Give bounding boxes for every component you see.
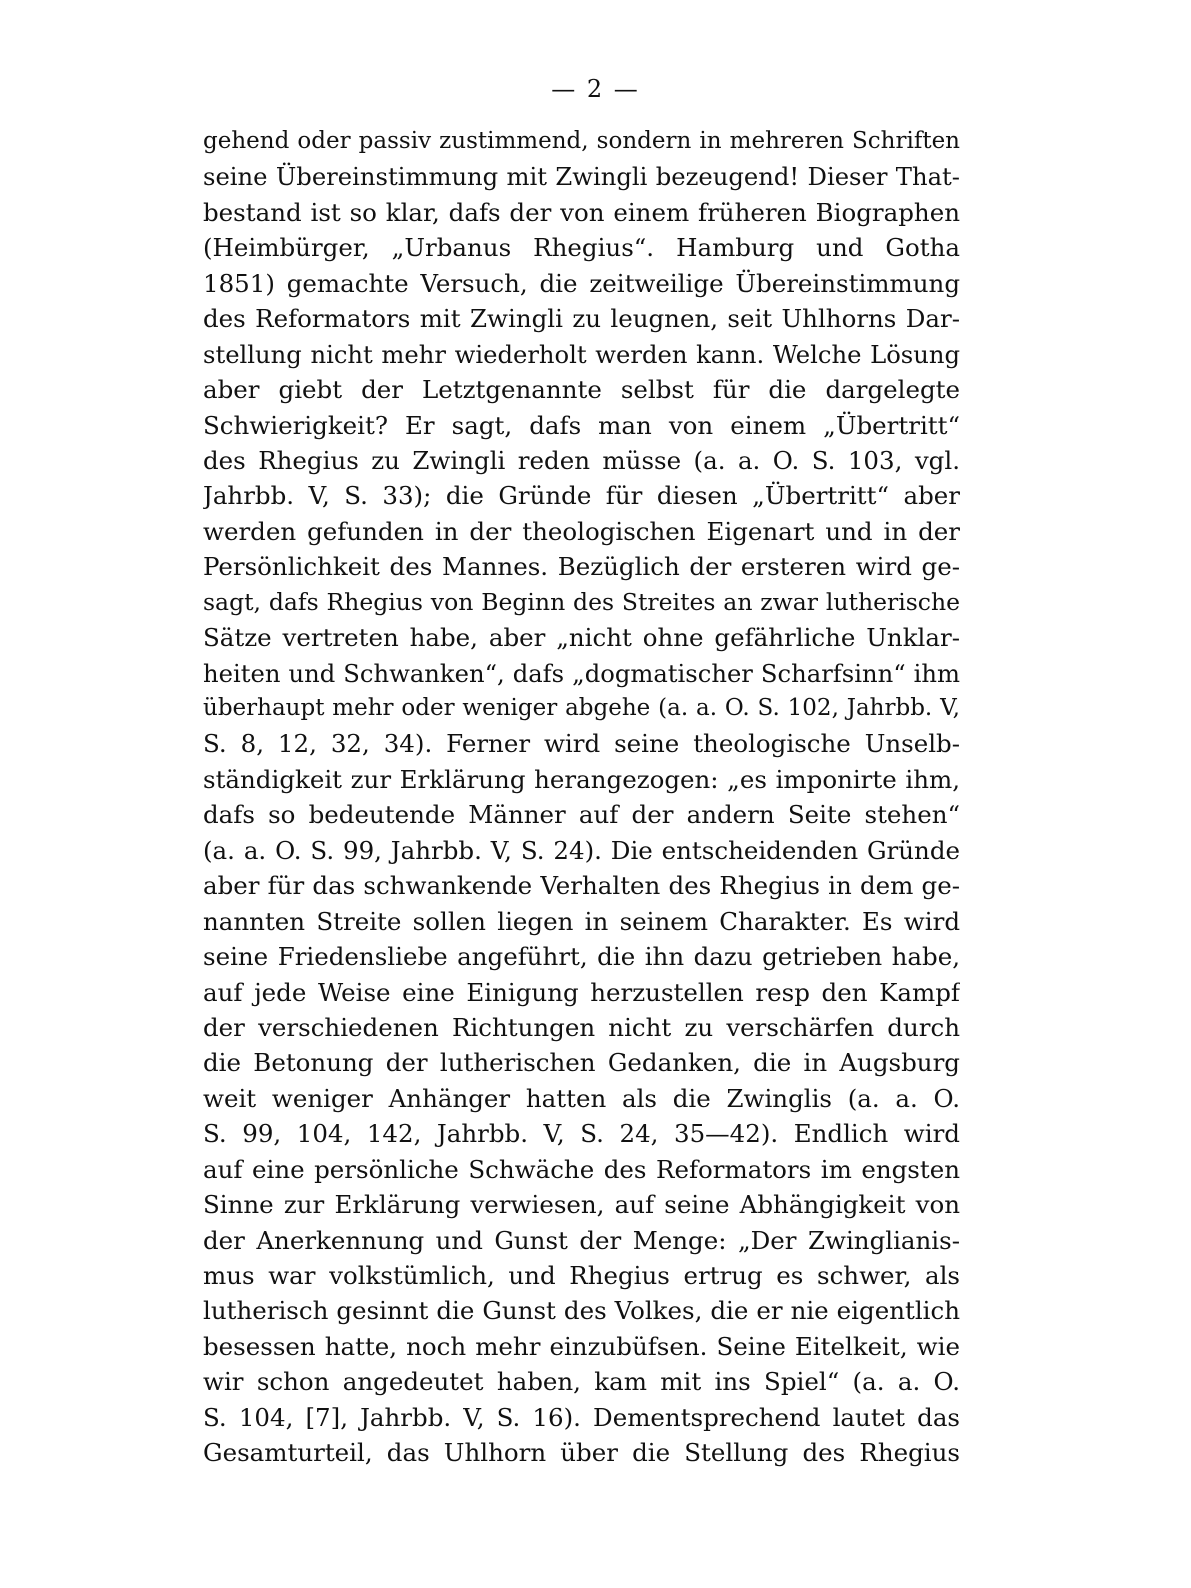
text-line: auf eine persönliche Schwäche des Reformators im engsten <box>203 1154 960 1184</box>
text-line: Gesamturteil, das Uhlhorn über die Stellung des Rhegius <box>203 1438 960 1468</box>
body-text <box>203 124 960 1471</box>
text-line: sagt, dafs Rhegius von Beginn des Streites an zwar lutherische <box>203 587 960 616</box>
text-line: Schwierigkeit? Er sagt, dafs man von einem „Übertritt“ <box>203 410 960 440</box>
text-line: (Heimbürger, „Urbanus Rhegius“. Hamburg und Gotha <box>203 233 960 263</box>
text-line: S. 8, 12, 32, 34). Ferner wird seine theologische Unselb- <box>203 729 960 759</box>
text-line: wir schon angedeutet haben, kam mit ins Spiel“ (a. a. O. <box>203 1367 960 1397</box>
text-line: weit weniger Anhänger hatten als die Zwinglis (a. a. O. <box>203 1083 960 1113</box>
text-line: heiten und Schwanken“, dafs „dogmatischer Scharfsinn“ ihm <box>203 658 960 688</box>
text-line: gehend oder passiv zustimmend, sondern in mehreren Schriften <box>203 128 960 154</box>
text-line: (a. a. O. S. 99, Jahrbb. V, S. 24). Die entscheidenden Gründe <box>203 835 960 865</box>
text-line: Jahrbb. V, S. 33); die Gründe für diesen „Übertritt“ aber <box>203 481 960 511</box>
page-number: — 2 — <box>551 75 640 103</box>
text-line: seine Friedensliebe angeführt, die ihn dazu getrieben habe, <box>203 942 960 972</box>
text-line: aber für das schwankende Verhalten des Rhegius in dem ge- <box>203 871 960 901</box>
text-line: Persönlichkeit des Mannes. Bezüglich der ersteren wird ge- <box>203 552 960 582</box>
text-line: dafs so bedeutende Männer auf der andern Seite stehen“ <box>203 800 960 830</box>
text-line: mus war volkstümlich, und Rhegius ertrug es schwer, als <box>203 1261 960 1290</box>
text-line: stellung nicht mehr wiederholt werden kann. Welche Lösung <box>203 339 960 369</box>
text-line: des Reformators mit Zwingli zu leugnen, seit Uhlhorns Dar- <box>203 304 960 334</box>
text-line: werden gefunden in der theologischen Eigenart und in der <box>203 516 960 546</box>
text-line: auf jede Weise eine Einigung herzustellen resp den Kampf <box>203 977 960 1007</box>
text-line: Sätze vertreten habe, aber „nicht ohne gefährliche Unklar- <box>203 623 960 653</box>
text-line: der verschiedenen Richtungen nicht zu verschärfen durch <box>203 1012 960 1042</box>
text-line: seine Übereinstimmung mit Zwingli bezeugend! Dieser That- <box>203 162 960 192</box>
text-line: aber giebt der Letztgenannte selbst für die dargelegte <box>203 375 960 405</box>
text-line: nannten Streite sollen liegen in seinem Charakter. Es wird <box>203 906 960 936</box>
text-line: der Anerkennung und Gunst der Menge: „Der Zwinglianis- <box>203 1225 960 1255</box>
text-line: 1851) gemachte Versuch, die zeitweilige Übereinstimmung <box>203 268 960 298</box>
text-line: überhaupt mehr oder weniger abgehe (a. a. O. S. 102, Jahrbb. V, <box>203 695 960 721</box>
text-line: die Betonung der lutherischen Gedanken, die in Augsburg <box>203 1048 960 1078</box>
text-line: des Rhegius zu Zwingli reden müsse (a. a. O. S. 103, vgl. <box>203 445 960 475</box>
text-line: lutherisch gesinnt die Gunst des Volkes, die er nie eigentlich <box>203 1296 960 1326</box>
text-line: S. 99, 104, 142, Jahrbb. V, S. 24, 35—42). Endlich wird <box>203 1119 960 1149</box>
text-line: besessen hatte, noch mehr einzubüfsen. Seine Eitelkeit, wie <box>203 1331 960 1361</box>
text-line: bestand ist so klar, dafs der von einem früheren Biographen <box>203 197 960 227</box>
text-line: ständigkeit zur Erklärung herangezogen: „es imponirte ihm, <box>203 764 960 794</box>
text-line: S. 104, [7], Jahrbb. V, S. 16). Dementsprechend lautet das <box>203 1402 960 1432</box>
text-line: Sinne zur Erklärung verwiesen, auf seine Abhängigkeit von <box>203 1190 960 1220</box>
